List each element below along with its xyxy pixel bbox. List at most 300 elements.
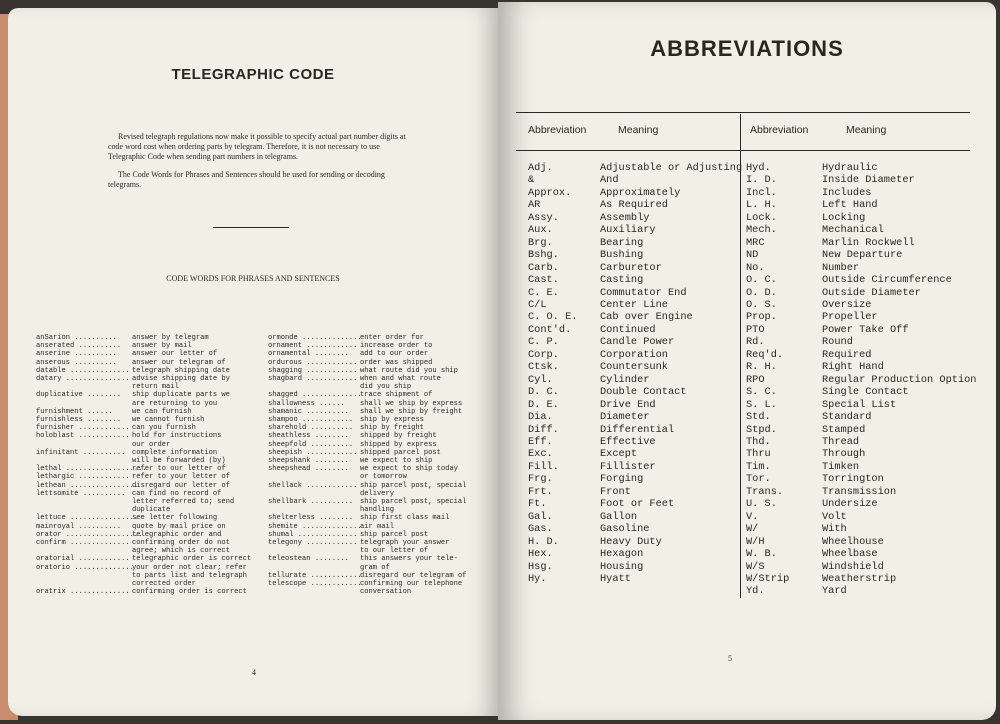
abbreviation: Yd. bbox=[746, 585, 765, 598]
abbreviation-meaning: Hydraulic bbox=[822, 162, 878, 174]
list-item bbox=[36, 375, 274, 391]
abbreviation-meaning: Locking bbox=[822, 211, 866, 224]
list-item bbox=[746, 511, 976, 523]
abbreviation-meaning: Adjustable or Adjusting bbox=[600, 162, 743, 174]
list-item bbox=[746, 486, 976, 498]
list-item bbox=[36, 564, 274, 589]
abbreviation: H. D. bbox=[528, 535, 559, 548]
list-item bbox=[268, 424, 502, 432]
abbreviation: MRC bbox=[746, 236, 765, 249]
abbreviation: Dia. bbox=[528, 411, 553, 424]
abbreviation: Cast. bbox=[528, 274, 559, 287]
list-item bbox=[268, 572, 502, 580]
abbreviation: Bshg. bbox=[528, 249, 559, 262]
code-meaning: confirming our telephone conversation bbox=[360, 580, 463, 597]
abbreviation-meaning: Forging bbox=[600, 473, 644, 486]
abbreviation: Thd. bbox=[746, 435, 771, 448]
section-title: CODE WORDS FOR PHRASES AND SENTENCES bbox=[166, 274, 340, 283]
code-word: shellack ............ bbox=[268, 481, 358, 490]
abbreviation: C. O. E. bbox=[528, 311, 578, 324]
list-item bbox=[528, 249, 742, 261]
abbreviation-meaning: Foot or Feet bbox=[600, 498, 675, 511]
code-word: sheathless ........ bbox=[268, 432, 349, 441]
abbreviation: Incl. bbox=[746, 186, 777, 199]
abbreviation: Hex. bbox=[528, 548, 553, 561]
list-item bbox=[528, 448, 742, 460]
abbreviation: W/ bbox=[746, 523, 759, 536]
list-item bbox=[36, 514, 274, 522]
list-item bbox=[528, 311, 742, 323]
abbreviation-meaning: Double Contact bbox=[600, 386, 687, 399]
abbreviation-meaning: Cylinder bbox=[600, 373, 650, 386]
code-meaning: this answers your tele- gram of bbox=[360, 555, 458, 572]
code-meaning: can find no record of letter referred to; send duplicate bbox=[132, 489, 235, 515]
list-item bbox=[528, 174, 742, 186]
abbreviation: Hy. bbox=[528, 572, 547, 585]
abbreviation-meaning: Gallon bbox=[600, 510, 638, 523]
abbreviation-meaning: Housing bbox=[600, 560, 644, 573]
abbreviation-meaning: Volt bbox=[822, 510, 847, 523]
page-number: 4 bbox=[252, 668, 256, 677]
left-page bbox=[8, 8, 498, 716]
abbreviation: Req'd. bbox=[746, 348, 784, 361]
abbreviation-meaning: Wheelbase bbox=[822, 548, 878, 561]
list-item bbox=[746, 162, 976, 174]
abbreviation: Assy. bbox=[528, 211, 559, 224]
abbreviation: D. E. bbox=[528, 398, 559, 411]
code-word: ormonde .............. bbox=[268, 334, 362, 342]
list-item bbox=[746, 585, 976, 597]
list-item bbox=[746, 436, 976, 448]
list-item bbox=[746, 498, 976, 510]
code-meaning: shipped by express bbox=[360, 440, 437, 449]
abbreviation: AR bbox=[528, 199, 541, 212]
code-meaning: answer our letter of bbox=[132, 350, 218, 359]
list-item bbox=[528, 224, 742, 236]
code-meaning: confirming order is correct bbox=[132, 588, 247, 597]
abbreviation-meaning: Through bbox=[822, 448, 866, 461]
list-item bbox=[36, 482, 274, 490]
abbreviation-meaning: And bbox=[600, 174, 619, 187]
code-meaning: complete information will be forwarded (by) bbox=[132, 448, 226, 466]
list-item bbox=[268, 555, 502, 571]
divider bbox=[213, 227, 289, 228]
abbreviation: Tim. bbox=[746, 460, 771, 473]
list-item bbox=[528, 212, 742, 224]
code-meaning: telegraph your answer to our letter of bbox=[360, 539, 450, 556]
list-item bbox=[36, 465, 274, 473]
abbreviation-meaning: Required bbox=[822, 348, 872, 361]
code-meaning: we cannot furnish bbox=[132, 416, 205, 425]
list-item bbox=[528, 511, 742, 523]
code-meaning: ship duplicate parts we are returning to you bbox=[132, 391, 230, 408]
abbreviation: Approx. bbox=[528, 186, 572, 199]
abbreviation: ND bbox=[746, 249, 759, 262]
code-word: furnishless ........ bbox=[36, 416, 122, 425]
abbreviation-meaning: Standard bbox=[822, 411, 872, 424]
abbreviation: Adj. bbox=[528, 162, 553, 174]
list-item bbox=[746, 548, 976, 560]
abbreviation-meaning: Commutator End bbox=[600, 286, 687, 299]
list-item bbox=[36, 531, 274, 539]
list-item bbox=[36, 367, 274, 375]
list-item bbox=[746, 174, 976, 186]
list-item bbox=[268, 531, 502, 539]
code-word: shemite .............. bbox=[268, 522, 362, 531]
abbreviation-meaning: Bearing bbox=[600, 236, 644, 249]
table-header-rule bbox=[516, 150, 970, 151]
code-meaning: trace shipment of bbox=[360, 391, 433, 400]
header-abbreviation: Abbreviation bbox=[750, 124, 809, 136]
list-item bbox=[528, 324, 742, 336]
abbreviation-meaning: Outside Diameter bbox=[822, 286, 921, 299]
list-item bbox=[268, 416, 502, 424]
code-meaning: air mail bbox=[360, 522, 395, 531]
list-item bbox=[528, 262, 742, 274]
abbreviation-meaning: Except bbox=[600, 448, 638, 461]
code-word: furnishment ...... bbox=[36, 407, 113, 416]
code-meaning: when and what route did you ship bbox=[360, 375, 441, 392]
abbreviation-meaning: Diameter bbox=[600, 411, 650, 424]
list-item bbox=[746, 399, 976, 411]
abbreviation: C/L bbox=[528, 298, 547, 311]
code-meaning: ship parcel post bbox=[360, 530, 429, 539]
code-word: orator .................. bbox=[36, 530, 143, 539]
abbreviation-meaning: Countersunk bbox=[600, 361, 668, 374]
list-item bbox=[268, 580, 502, 596]
code-meaning: we can furnish bbox=[132, 407, 192, 416]
abbreviation-meaning: Marlin Rockwell bbox=[822, 236, 915, 249]
code-meaning: see letter following bbox=[132, 514, 218, 523]
abbreviation-column-1 bbox=[528, 162, 742, 585]
header-abbreviation: Abbreviation bbox=[528, 124, 587, 136]
list-item bbox=[36, 391, 274, 407]
list-item bbox=[746, 424, 976, 436]
code-word: lettuce ................ bbox=[36, 514, 139, 523]
list-item bbox=[36, 555, 274, 563]
abbreviation-meaning: Continued bbox=[600, 323, 656, 336]
abbreviation-meaning: Windshield bbox=[822, 560, 884, 573]
abbreviation-meaning: Hexagon bbox=[600, 548, 644, 561]
list-item bbox=[36, 416, 274, 424]
abbreviation: Cyl. bbox=[528, 373, 553, 386]
list-item bbox=[268, 457, 502, 465]
abbreviation-meaning: Assembly bbox=[600, 211, 650, 224]
list-item bbox=[528, 548, 742, 560]
list-item bbox=[528, 374, 742, 386]
code-word: oratrix .............. bbox=[36, 588, 130, 597]
list-item bbox=[746, 299, 976, 311]
code-word: sheepish ............ bbox=[268, 448, 358, 457]
code-word: confirm .............. bbox=[36, 539, 130, 548]
abbreviation-meaning: Corporation bbox=[600, 348, 668, 361]
abbreviation: Lock. bbox=[746, 211, 777, 224]
code-word: lethargic ............ bbox=[36, 473, 130, 482]
code-meaning: disregard our letter of bbox=[132, 481, 230, 490]
code-meaning: answer by telegram bbox=[132, 334, 209, 342]
abbreviation: Aux. bbox=[528, 224, 553, 237]
abbreviation-meaning: Effective bbox=[600, 435, 656, 448]
code-word: shampoo ............ bbox=[268, 416, 354, 425]
abbreviation-meaning: Weatherstrip bbox=[822, 572, 897, 585]
code-meaning: answer our telegram of bbox=[132, 358, 226, 367]
code-meaning: ship by freight bbox=[360, 424, 424, 433]
abbreviation: Std. bbox=[746, 411, 771, 424]
code-word: sheepshank ........ bbox=[268, 457, 349, 466]
abbreviation: Gal. bbox=[528, 510, 553, 523]
abbreviation-meaning: Fillister bbox=[600, 460, 656, 473]
code-word: mainroyal .......... bbox=[36, 522, 122, 531]
list-item bbox=[746, 224, 976, 236]
code-meaning: telegraphic order and bbox=[132, 530, 222, 539]
list-item bbox=[528, 299, 742, 311]
list-item bbox=[746, 237, 976, 249]
list-item bbox=[36, 350, 274, 358]
code-word: duplicative ........ bbox=[36, 391, 122, 400]
code-word: datable .............. bbox=[36, 366, 130, 375]
code-word: lethean ................ bbox=[36, 481, 139, 490]
abbreviation: Fill. bbox=[528, 460, 559, 473]
list-item bbox=[268, 408, 502, 416]
list-item bbox=[36, 359, 274, 367]
abbreviation: Ft. bbox=[528, 498, 547, 511]
abbreviation: Cont'd. bbox=[528, 323, 572, 336]
list-item bbox=[36, 490, 274, 515]
list-item bbox=[528, 436, 742, 448]
code-meaning: telegraph shipping date bbox=[132, 366, 230, 375]
abbreviation-meaning: Number bbox=[822, 261, 860, 274]
abbreviation: D. C. bbox=[528, 386, 559, 399]
abbreviation-meaning: Power Take Off bbox=[822, 323, 909, 336]
abbreviation-meaning: Gasoline bbox=[600, 523, 650, 536]
code-meaning: ship by express bbox=[360, 416, 424, 425]
code-words-column-2 bbox=[268, 334, 502, 597]
abbreviation-meaning: Special List bbox=[822, 398, 897, 411]
code-word: sheepfold .......... bbox=[268, 440, 354, 449]
code-word: shellbark .......... bbox=[268, 498, 354, 507]
abbreviation-meaning: Includes bbox=[822, 186, 872, 199]
page-number: 5 bbox=[728, 654, 732, 663]
list-item bbox=[746, 287, 976, 299]
list-item bbox=[36, 449, 274, 465]
abbreviation: Hyd. bbox=[746, 162, 771, 174]
abbreviation-meaning: Outside Circumference bbox=[822, 274, 952, 287]
code-word: furnisher ............ bbox=[36, 424, 130, 433]
list-item bbox=[268, 359, 502, 367]
abbreviation: S. L. bbox=[746, 398, 777, 411]
abbreviation: S. C. bbox=[746, 386, 777, 399]
abbreviation-meaning: Oversize bbox=[822, 298, 872, 311]
abbreviation-meaning: Candle Power bbox=[600, 336, 675, 349]
list-item bbox=[746, 448, 976, 460]
abbreviation: W. B. bbox=[746, 548, 777, 561]
abbreviation: O. S. bbox=[746, 298, 777, 311]
abbreviation: C. P. bbox=[528, 336, 559, 349]
list-item bbox=[746, 561, 976, 573]
list-item bbox=[528, 473, 742, 485]
code-meaning: shipped by freight bbox=[360, 432, 437, 441]
intro-paragraph: Revised telegraph regulations now make it possible to specify actual part number digits at code word cost when ordering parts by telegram. Therefore, it is not necessary to use Telegraphic Code when sending part numbers in telegrams. bbox=[108, 132, 406, 161]
abbreviation: Corp. bbox=[528, 348, 559, 361]
list-item bbox=[36, 523, 274, 531]
abbreviation: PTO bbox=[746, 323, 765, 336]
code-meaning: your order not clear; refer to parts list and telegraph corrected order bbox=[132, 563, 247, 589]
abbreviation-meaning: Heavy Duty bbox=[600, 535, 662, 548]
list-item bbox=[528, 349, 742, 361]
abbreviation: Rd. bbox=[746, 336, 765, 349]
code-word: oratorio .............. bbox=[36, 563, 134, 572]
list-item bbox=[528, 573, 742, 585]
abbreviation: Carb. bbox=[528, 261, 559, 274]
list-item bbox=[528, 411, 742, 423]
code-meaning: order was shipped bbox=[360, 358, 433, 367]
code-word: oratorial ............ bbox=[36, 555, 130, 564]
abbreviation-meaning: Torrington bbox=[822, 473, 884, 486]
abbreviation: R. H. bbox=[746, 361, 777, 374]
code-word: shagbard ............ bbox=[268, 375, 358, 384]
code-word: sheepshead ........ bbox=[268, 465, 349, 474]
code-word: ornament ............ bbox=[268, 342, 358, 351]
list-item bbox=[746, 336, 976, 348]
list-item bbox=[746, 374, 976, 386]
code-meaning: we expect to ship today or tomorrow bbox=[360, 465, 458, 482]
code-meaning: answer by mail bbox=[132, 342, 192, 351]
code-word: anserous .......... bbox=[36, 358, 117, 367]
list-item bbox=[528, 523, 742, 535]
code-word: sharehold .......... bbox=[268, 424, 354, 433]
code-word: infinitant .......... bbox=[36, 448, 126, 457]
code-meaning: ship first class mail bbox=[360, 514, 450, 523]
abbreviation: No. bbox=[746, 261, 765, 274]
code-meaning: refer to our letter of bbox=[132, 465, 226, 474]
abbreviation-meaning: Right Hand bbox=[822, 361, 884, 374]
abbreviation: L. H. bbox=[746, 199, 777, 212]
abbreviation-meaning: Left Hand bbox=[822, 199, 878, 212]
code-meaning: hold for instructions our order bbox=[132, 432, 222, 449]
abbreviation-meaning: Auxiliary bbox=[600, 224, 656, 237]
list-item bbox=[268, 367, 502, 375]
code-word: lethal ................... bbox=[36, 465, 147, 474]
list-item bbox=[268, 449, 502, 457]
list-item bbox=[36, 424, 274, 432]
code-word: anserine .......... bbox=[36, 350, 117, 359]
list-item bbox=[36, 473, 274, 481]
abbreviation-meaning: Single Contact bbox=[822, 386, 909, 399]
code-meaning: shipped parcel post bbox=[360, 448, 441, 457]
list-item bbox=[528, 187, 742, 199]
abbreviation: RPO bbox=[746, 373, 765, 386]
abbreviation-meaning: Carburetor bbox=[600, 261, 662, 274]
abbreviation: Hsg. bbox=[528, 560, 553, 573]
code-word: tellurate ............ bbox=[268, 571, 362, 580]
abbreviation-meaning: Bushing bbox=[600, 249, 644, 262]
code-meaning: ship parcel post, special delivery bbox=[360, 481, 467, 498]
list-item bbox=[746, 361, 976, 373]
abbreviation-meaning: Yard bbox=[822, 585, 847, 598]
abbreviation: Mech. bbox=[746, 224, 777, 237]
list-item bbox=[268, 441, 502, 449]
list-item bbox=[746, 311, 976, 323]
list-item bbox=[528, 287, 742, 299]
list-item bbox=[746, 386, 976, 398]
code-meaning: increase order to bbox=[360, 342, 433, 351]
code-meaning: confirming order do not agree; which is correct bbox=[132, 539, 230, 556]
list-item bbox=[746, 473, 976, 485]
list-item bbox=[528, 336, 742, 348]
code-meaning: telegraphic order is correct bbox=[132, 555, 252, 564]
list-item bbox=[268, 539, 502, 555]
abbreviation-meaning: Casting bbox=[600, 274, 644, 287]
abbreviation-meaning: Regular Production Option bbox=[822, 373, 977, 386]
list-item bbox=[746, 349, 976, 361]
abbreviation-meaning: As Required bbox=[600, 199, 668, 212]
list-item bbox=[528, 486, 742, 498]
list-item bbox=[36, 342, 274, 350]
code-meaning: what route did you ship bbox=[360, 366, 458, 375]
abbreviation-meaning: Mechanical bbox=[822, 224, 884, 237]
list-item bbox=[268, 482, 502, 498]
list-item bbox=[36, 539, 274, 555]
abbreviation-meaning: Round bbox=[822, 336, 853, 349]
abbreviation-meaning: Inside Diameter bbox=[822, 174, 915, 187]
list-item bbox=[528, 498, 742, 510]
list-item bbox=[528, 461, 742, 473]
code-meaning: quote by mail price on bbox=[132, 522, 226, 531]
abbreviation: C. E. bbox=[528, 286, 559, 299]
code-word: shamanic .......... bbox=[268, 407, 349, 416]
list-item bbox=[268, 350, 502, 358]
list-item bbox=[746, 573, 976, 585]
code-word: lettsomite .......... bbox=[36, 489, 126, 498]
list-item bbox=[746, 536, 976, 548]
list-item bbox=[746, 187, 976, 199]
list-item bbox=[268, 342, 502, 350]
list-item bbox=[746, 411, 976, 423]
code-word: shelterless ........ bbox=[268, 514, 354, 523]
code-word: shagged .............. bbox=[268, 391, 362, 400]
list-item bbox=[268, 432, 502, 440]
abbreviation-meaning: Drive End bbox=[600, 398, 656, 411]
header-meaning: Meaning bbox=[846, 124, 887, 136]
abbreviation: O. D. bbox=[746, 286, 777, 299]
header-meaning: Meaning bbox=[618, 124, 659, 136]
list-item bbox=[528, 162, 742, 174]
abbreviation-meaning: Hyatt bbox=[600, 572, 631, 585]
list-item bbox=[36, 432, 274, 448]
code-meaning: refer to your letter of bbox=[132, 473, 230, 482]
abbreviation-meaning: Front bbox=[600, 485, 631, 498]
code-meaning: enter order for bbox=[360, 334, 424, 342]
list-item bbox=[746, 249, 976, 261]
code-meaning: disregard our telegram of bbox=[360, 571, 467, 580]
list-item bbox=[36, 334, 274, 342]
list-item bbox=[268, 391, 502, 399]
abbreviation-meaning: Differential bbox=[600, 423, 675, 436]
abbreviation-meaning: Undersize bbox=[822, 498, 878, 511]
abbreviation-meaning: Center Line bbox=[600, 298, 668, 311]
abbreviation: Gas. bbox=[528, 523, 553, 536]
abbreviation: Diff. bbox=[528, 423, 559, 436]
list-item bbox=[528, 386, 742, 398]
list-item bbox=[528, 237, 742, 249]
list-item bbox=[268, 375, 502, 391]
abbreviation: Tor. bbox=[746, 473, 771, 486]
code-words-column-1 bbox=[36, 334, 274, 597]
list-item bbox=[528, 361, 742, 373]
code-meaning: add to our order bbox=[360, 350, 429, 359]
code-meaning: we expect to ship bbox=[360, 457, 433, 466]
list-item bbox=[36, 588, 274, 596]
